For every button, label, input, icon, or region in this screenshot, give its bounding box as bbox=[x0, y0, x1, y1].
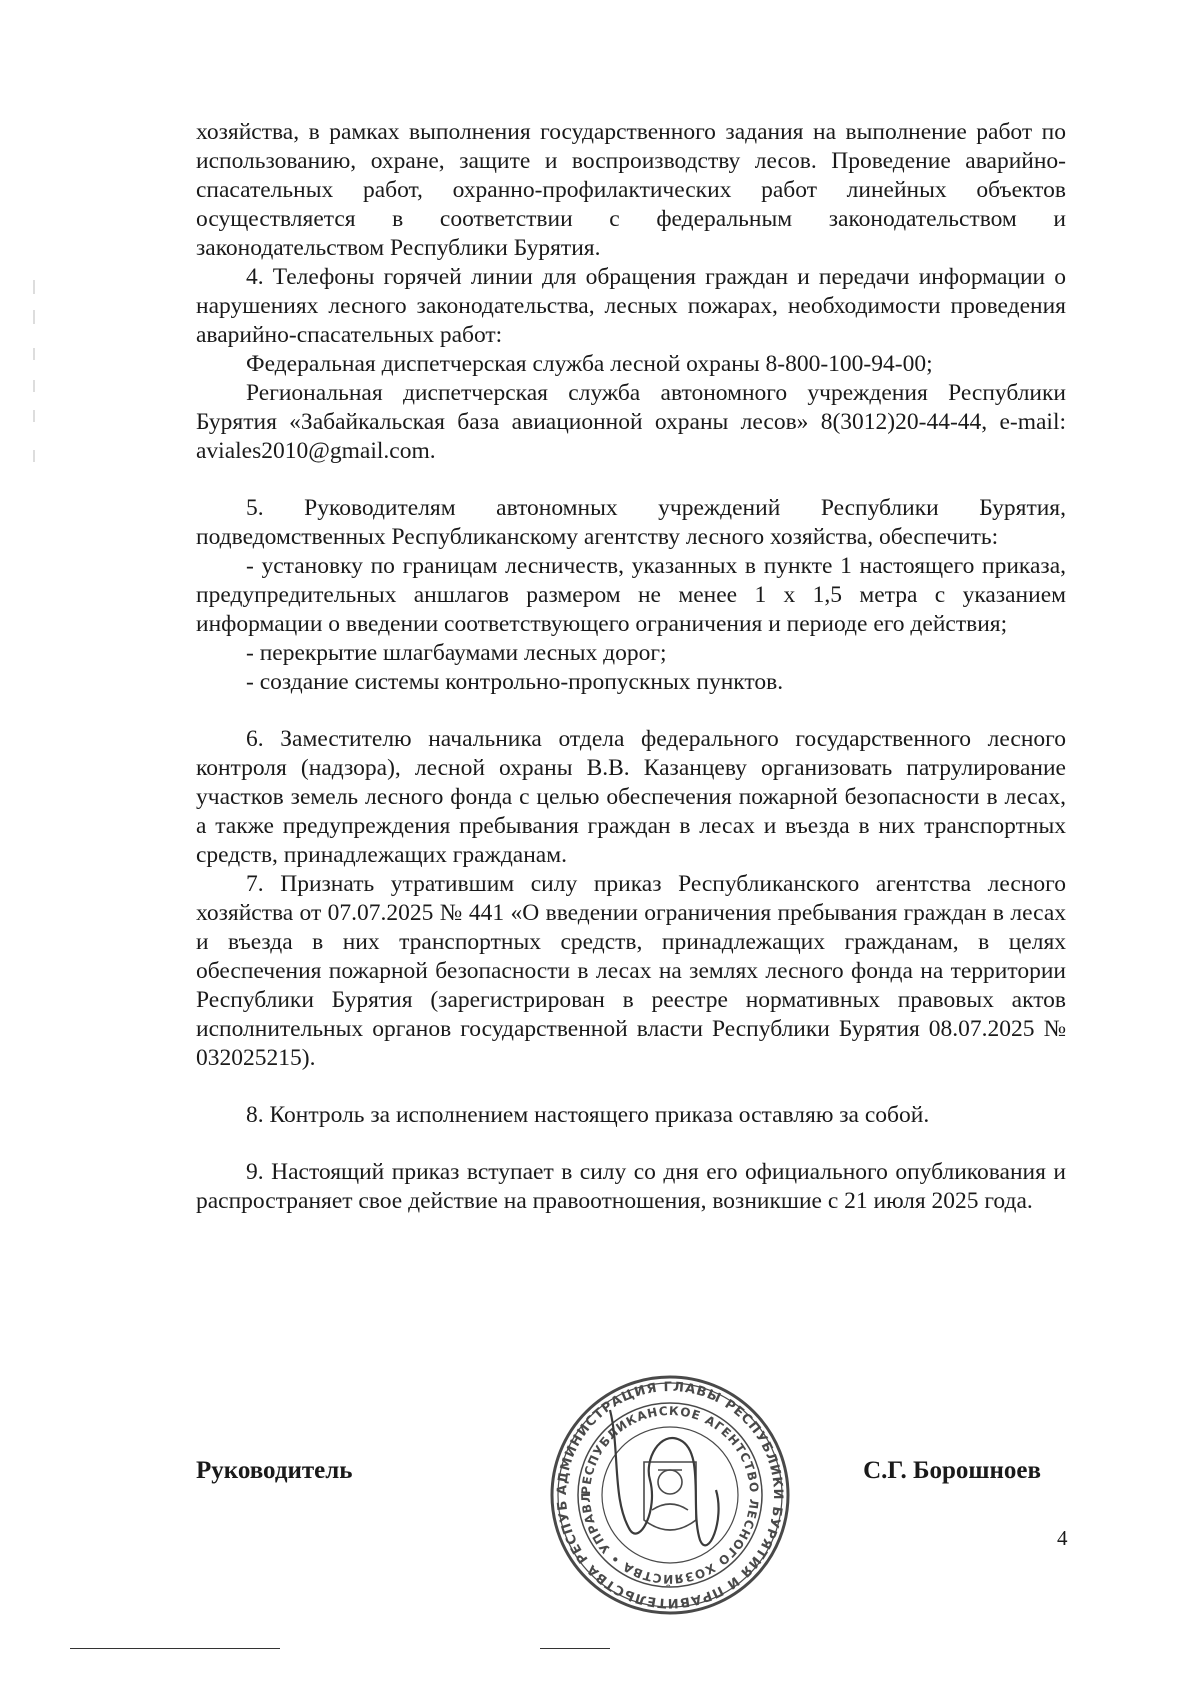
footer-rule-left bbox=[70, 1648, 280, 1649]
footer-rule-right bbox=[540, 1648, 610, 1649]
paragraph-7-repeal: 7. Признать утратившим силу приказ Республиканского агентства лесного хозяйства от 07.07.2025 № 441 «О введении ограничения пребывания граждан в лесах и въезда в них транспортных средств, принадлежащих гражданам, в целях обеспечения пожарной безопасности в лесах на землях лесного фонда на территории Республики Бурятия (зарегистрирован в реестре нормативных правовых актов исполнительных органов государственной власти Республики Бурятия 08.07.2025 № 032025215). bbox=[196, 871, 1066, 1071]
paragraph-5-item-barriers: - перекрытие шлагбаумами лесных дорог; bbox=[246, 640, 667, 666]
paragraph-5-heads: 5. Руководителям автономных учреждений Республики Бурятия, подведомственных Республиканскому агентству лесного хозяйства, обеспечить: bbox=[196, 495, 1066, 550]
signatory-name: С.Г. Борошноев bbox=[863, 1457, 1041, 1484]
paragraph-9-effective: 9. Настоящий приказ вступает в силу со дня его официального опубликования и распространяет свое действие на правоотношения, возникшие с 21 июля 2025 года. bbox=[196, 1159, 1066, 1214]
signatory-title: Руководитель bbox=[196, 1457, 353, 1484]
official-seal bbox=[540, 1370, 800, 1620]
paragraph-5-item-checkpoints: - создание системы контрольно-пропускных пунктов. bbox=[246, 669, 784, 695]
document-body bbox=[196, 118, 1066, 1216]
margin-scan-marks bbox=[30, 280, 38, 480]
paragraph-continuation: хозяйства, в рамках выполнения государственного задания на выполнение работ по использованию, охране, защите и воспроизводству лесов. Проведение аварийно-спасательных работ, охранно-профилактических работ линейных объектов осуществляется в соответствии с федеральным законодательством и законодательством Республики Бурятия. bbox=[196, 119, 1066, 261]
seal-outer-text: АДМИНИСТРАЦИЯ ГЛАВЫ РЕСПУБЛИКИ БУРЯТИЯ И ПРАВИТЕЛЬСТВА РЕСПУБ bbox=[554, 1379, 786, 1611]
seal-inner-text: РЕСПУБЛИКАНСКОЕ АГЕНТСТВО ЛЕСНОГО ХОЗЯЙСТВА • УПРАВЛ bbox=[578, 1403, 762, 1587]
paragraph-8-control: 8. Контроль за исполнением настоящего приказа оставляю за собой. bbox=[246, 1102, 930, 1128]
page-number: 4 bbox=[1057, 1526, 1068, 1550]
paragraph-6-patrol: 6. Заместителю начальника отдела федерального государственного лесного контроля (надзора), лесной охраны В.В. Казанцеву организовать патрулирование участков земель лесного фонда с целью обеспечения пожарной безопасности в лесах, а также предупреждения пребывания граждан в лесах и въезда в них транспортных средств, принадлежащих гражданам. bbox=[196, 726, 1066, 868]
paragraph-5-item-signs: - установку по границам лесничеств, указанных в пункте 1 настоящего приказа, предупредительных аншлагов размером не менее 1 х 1,5 метра с указанием информации о введении соответствующего ограничения и периоде его действия; bbox=[196, 553, 1066, 637]
paragraph-4-hotlines: 4. Телефоны горячей линии для обращения граждан и передачи информации о нарушениях лесного законодательства, лесных пожарах, необходимости проведения аварийно-спасательных работ: bbox=[196, 264, 1066, 348]
paragraph-4-regional-service: Региональная диспетчерская служба автономного учреждения Республики Бурятия «Забайкальская база авиационной охраны лесов» 8(3012)20-44-44, e-mail: aviales2010@gmail.com. bbox=[196, 380, 1066, 464]
paragraph-4-federal-service: Федеральная диспетчерская служба лесной охраны 8-800-100-94-00; bbox=[246, 351, 933, 377]
